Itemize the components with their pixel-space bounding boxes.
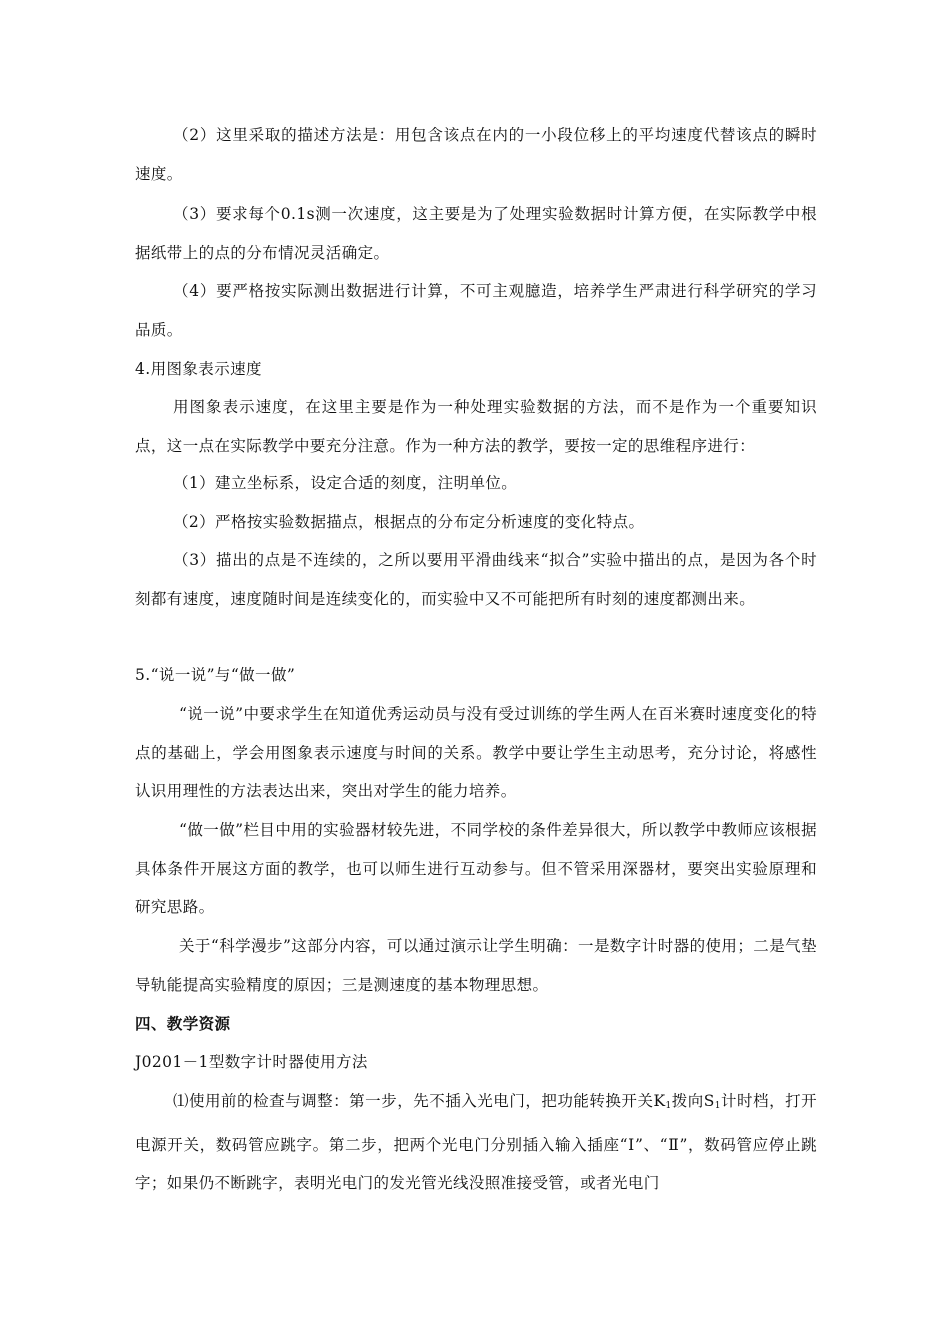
paragraph-pre-use-check xyxy=(135,1082,817,1203)
paragraph-step-coordinate: （1）建立坐标系，设定合适的刻度，注明单位。 xyxy=(173,474,518,492)
paragraph-graph-method: 用图象表示速度，在这里主要是作为一种处理实验数据的方法，而不是作为一个重要知识点，这一点在实际教学中要充分注意。作为一种方法的教学，要按一定的思维程序进行： xyxy=(135,398,817,455)
heading-digital-timer-usage: J0201－1型数字计时器使用方法 xyxy=(135,1053,368,1071)
paragraph-step-plot-points: （2）严格按实验数据描点，根据点的分布定分析速度的变化特点。 xyxy=(173,513,645,531)
paragraph-science-walk: 关于“科学漫步”这部分内容，可以通过演示让学生明确：一是数字计时器的使用；二是气垫导轨能提高实验精度的原因；三是测速度的基本物理思想。 xyxy=(135,937,817,994)
section-heading-teaching-resources: 四、教学资源 xyxy=(135,1015,231,1033)
pre-use-check-text-3: 计时档，打开电源开关，数码管应跳字。第二步，把两个光电门分别插入输入插座“Ⅰ”、“Ⅱ”，数码管应停止跳字；如果仍不断跳字，表明光电门的发光管光线没照准接受管，或者光电门 xyxy=(135,1092,817,1192)
paragraph-describe-method: （2）这里采取的描述方法是：用包含该点在内的一小段位移上的平均速度代替该点的瞬时速度。 xyxy=(135,126,817,183)
subscript-k1: 1 xyxy=(665,1101,672,1111)
subscript-s1: 1 xyxy=(714,1101,721,1111)
paragraph-step-fit-curve: （3）描出的点是不连续的，之所以要用平滑曲线来“拟合”实验中描出的点，是因为各个时刻都有速度，速度随时间是连续变化的，而实验中又不可能把所有时刻的速度都测出来。 xyxy=(135,551,817,608)
heading-say-and-do: 5.“说一说”与“做一做” xyxy=(135,666,296,684)
heading-graph-velocity: 4.用图象表示速度 xyxy=(135,360,262,378)
paragraph-do: “做一做”栏目中用的实验器材较先进，不同学校的条件差异很大，所以教学中教师应该根据具体条件开展这方面的教学，也可以师生进行互动参与。但不管采用深器材，要突出实验原理和研究思路。 xyxy=(135,821,817,916)
pre-use-check-text-2: 拨向S xyxy=(671,1092,715,1110)
pre-use-check-text-1: ⑴使用前的检查与调整：第一步，先不插入光电门，把功能转换开关K xyxy=(173,1092,666,1110)
paragraph-measure-interval: （3）要求每个0.1s测一次速度，这主要是为了处理实验数据时计算方便，在实际教学中根据纸带上的点的分布情况灵活确定。 xyxy=(135,205,817,262)
paragraph-say: “说一说”中要求学生在知道优秀运动员与没有受过训练的学生两人在百米赛时速度变化的特点的基础上，学会用图象表示速度与时间的关系。教学中要让学生主动思考，充分讨论，将感性认识用理性的方法表达出来，突出对学生的能力培养。 xyxy=(135,705,817,800)
paragraph-strict-calculation: （4）要严格按实际测出数据进行计算，不可主观臆造，培养学生严肃进行科学研究的学习品质。 xyxy=(135,282,817,339)
